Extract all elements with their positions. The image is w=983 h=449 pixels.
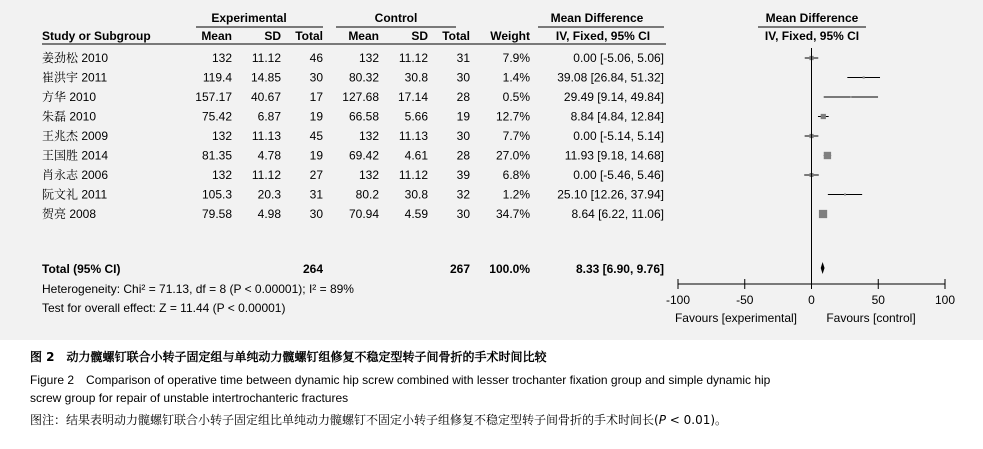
header-c-total: Total — [442, 29, 470, 43]
exp-mean-cell: 132 — [211, 129, 232, 143]
header-mean-difference: Mean Difference — [550, 11, 644, 25]
x-axis-ticks — [666, 279, 955, 307]
ci-text-cell: 29.49 [9.14, 49.84] — [563, 90, 664, 104]
ctrl-total-cell: 30 — [456, 207, 470, 221]
figure-caption-en-line2: screw group for repair of unstable intertrochanteric fractures — [30, 391, 349, 405]
exp-total-cell: 46 — [309, 51, 323, 65]
figure-note-p: P — [658, 413, 666, 427]
effect-square — [824, 152, 831, 159]
ctrl-sd-cell: 30.8 — [404, 70, 428, 85]
total-c-total: 267 — [449, 262, 470, 276]
header-control: Control — [374, 11, 418, 25]
ctrl-sd-cell: 5.66 — [404, 109, 428, 124]
exp-total-cell: 19 — [309, 109, 323, 124]
header-e-mean: Mean — [201, 29, 232, 43]
weight-cell: 7.7% — [502, 129, 530, 143]
exp-total-cell: 19 — [309, 148, 323, 163]
favours-experimental-label: Favours [experimental] — [674, 311, 798, 325]
exp-mean-cell: 75.42 — [201, 109, 232, 124]
header-md-method: IV, Fixed, 95% CI — [555, 29, 651, 43]
ctrl-sd-cell: 11.13 — [398, 129, 428, 143]
header-experimental: Experimental — [211, 11, 287, 25]
x-tick-label: -100 — [665, 293, 691, 307]
ctrl-sd-cell: 4.59 — [404, 207, 428, 221]
exp-sd-cell: 4.78 — [257, 148, 281, 163]
weight-cell: 6.8% — [502, 168, 530, 182]
exp-sd-cell: 14.85 — [250, 70, 281, 85]
exp-total-cell: 30 — [309, 207, 323, 221]
exp-mean-cell: 132 — [211, 168, 232, 182]
header-c-sd: SD — [411, 29, 428, 43]
ctrl-total-cell: 31 — [456, 51, 470, 65]
ctrl-sd-cell: 30.8 — [404, 187, 428, 202]
ctrl-mean-cell: 127.68 — [342, 90, 379, 104]
study-name: 朱磊 2010 — [42, 109, 97, 124]
effect-square — [821, 114, 826, 119]
ci-text-cell: 39.08 [26.84, 51.32] — [557, 70, 664, 85]
ci-text-cell: 8.84 [4.84, 12.84] — [570, 109, 664, 124]
weight-cell: 1.2% — [502, 187, 530, 202]
figure-title-zh: 图 2 动力髋螺钉联合小转子固定组与单纯动力髋螺钉组修复不稳定型转子间骨折的手术时间比较 — [30, 350, 547, 364]
exp-mean-cell: 105.3 — [201, 187, 232, 202]
effect-square — [819, 210, 827, 218]
ctrl-mean-cell: 132 — [358, 51, 379, 65]
exp-sd-cell: 11.13 — [251, 129, 281, 143]
study-rows — [42, 50, 880, 221]
header-weight: Weight — [490, 29, 530, 43]
ctrl-total-cell: 30 — [456, 129, 470, 143]
weight-cell: 7.9% — [502, 51, 530, 65]
header-e-sd: SD — [264, 29, 281, 43]
x-tick-label: 100 — [934, 293, 956, 307]
ctrl-total-cell: 28 — [456, 90, 470, 104]
exp-sd-cell: 40.67 — [250, 90, 281, 104]
effect-square — [863, 76, 865, 78]
ctrl-mean-cell: 66.58 — [348, 109, 379, 124]
study-name: 贺亮 2008 — [42, 207, 97, 221]
total-diamond — [821, 262, 825, 274]
ctrl-sd-cell: 11.12 — [398, 168, 428, 182]
total-label: Total (95% CI) — [42, 262, 121, 276]
exp-mean-cell: 81.35 — [201, 148, 232, 163]
weight-cell: 27.0% — [495, 148, 530, 163]
study-name: 崔洪宇 2011 — [42, 70, 108, 85]
ctrl-total-cell: 32 — [456, 187, 470, 202]
ci-text-cell: 0.00 [-5.14, 5.14] — [573, 129, 664, 143]
ci-text-cell: 0.00 [-5.46, 5.46] — [573, 168, 664, 182]
figure-note-prefix: 图注：结果表明动力髋螺钉联合小转子固定组比单纯动力髋螺钉不固定小转子组修复不稳定型转子间骨折的手术时间长( — [30, 413, 659, 427]
exp-sd-cell: 11.12 — [251, 51, 281, 65]
study-name: 王国胜 2014 — [42, 148, 109, 163]
exp-mean-cell: 119.4 — [202, 70, 232, 85]
exp-sd-cell: 11.12 — [251, 168, 281, 182]
exp-total-cell: 27 — [309, 168, 323, 182]
ctrl-mean-cell: 132 — [358, 168, 379, 182]
exp-total-cell: 45 — [309, 129, 323, 143]
effect-square — [850, 96, 852, 98]
ctrl-total-cell: 39 — [456, 168, 470, 182]
ci-text-cell: 11.93 [9.18, 14.68] — [564, 148, 664, 163]
ctrl-mean-cell: 69.42 — [348, 148, 379, 163]
header-c-mean: Mean — [348, 29, 379, 43]
ctrl-mean-cell: 80.2 — [355, 187, 379, 202]
ci-text-cell: 25.10 [12.26, 37.94] — [557, 187, 664, 202]
total-weight: 100.0% — [489, 262, 530, 276]
exp-total-cell: 17 — [309, 90, 323, 104]
favours-control-label: Favours [control] — [826, 311, 916, 325]
figure-caption-en-line1: Figure 2 Comparison of operative time between dynamic hip screw combined with lesser trochanter fixation group and simple dynamic hip — [30, 373, 771, 387]
ctrl-total-cell: 19 — [456, 109, 470, 124]
ctrl-sd-cell: 11.12 — [398, 51, 428, 65]
weight-cell: 34.7% — [495, 207, 530, 221]
ctrl-mean-cell: 132 — [358, 129, 379, 143]
total-e-total: 264 — [302, 262, 323, 276]
header-plot-method: IV, Fixed, 95% CI — [764, 29, 860, 43]
study-name: 王兆杰 2009 — [42, 129, 109, 143]
ci-text-cell: 0.00 [-5.06, 5.06] — [573, 51, 664, 65]
x-tick-label: 50 — [871, 293, 885, 307]
study-name: 肖永志 2006 — [42, 168, 109, 182]
weight-cell: 1.4% — [502, 70, 530, 85]
heterogeneity-text: Heterogeneity: Chi² = 71.13, df = 8 (P < 0.00001); I² = 89% — [42, 282, 354, 296]
exp-mean-cell: 157.17 — [195, 90, 232, 104]
header-study: Study or Subgroup — [42, 29, 151, 43]
ctrl-total-cell: 28 — [456, 148, 470, 163]
exp-mean-cell: 79.58 — [201, 207, 232, 221]
ctrl-sd-cell: 17.14 — [397, 90, 428, 104]
study-name: 姜劲松 2010 — [42, 51, 109, 65]
header-plot-mean-difference: Mean Difference — [765, 11, 859, 25]
exp-total-cell: 30 — [309, 70, 323, 85]
effect-square — [844, 193, 846, 195]
study-name: 阮文礼 2011 — [42, 187, 108, 202]
ctrl-total-cell: 30 — [456, 70, 470, 85]
overall-effect-text: Test for overall effect: Z = 11.44 (P < 0.00001) — [42, 301, 286, 315]
x-tick-label: 0 — [808, 293, 815, 307]
exp-sd-cell: 6.87 — [257, 109, 281, 124]
study-name: 方华 2010 — [42, 90, 97, 104]
ctrl-mean-cell: 70.94 — [348, 207, 379, 221]
weight-cell: 0.5% — [502, 90, 530, 104]
ctrl-mean-cell: 80.32 — [348, 70, 379, 85]
weight-cell: 12.7% — [495, 109, 530, 124]
exp-total-cell: 31 — [309, 187, 323, 202]
exp-mean-cell: 132 — [211, 51, 232, 65]
figure-note-suffix: < 0.01)。 — [665, 413, 728, 427]
exp-sd-cell: 4.98 — [257, 207, 281, 221]
figure-note — [30, 412, 727, 428]
ci-text-cell: 8.64 [6.22, 11.06] — [571, 207, 664, 221]
header-e-total: Total — [295, 29, 323, 43]
exp-sd-cell: 20.3 — [257, 187, 281, 202]
x-tick-label: -50 — [736, 293, 754, 307]
total-ci-text: 8.33 [6.90, 9.76] — [575, 262, 664, 276]
ctrl-sd-cell: 4.61 — [404, 148, 428, 163]
